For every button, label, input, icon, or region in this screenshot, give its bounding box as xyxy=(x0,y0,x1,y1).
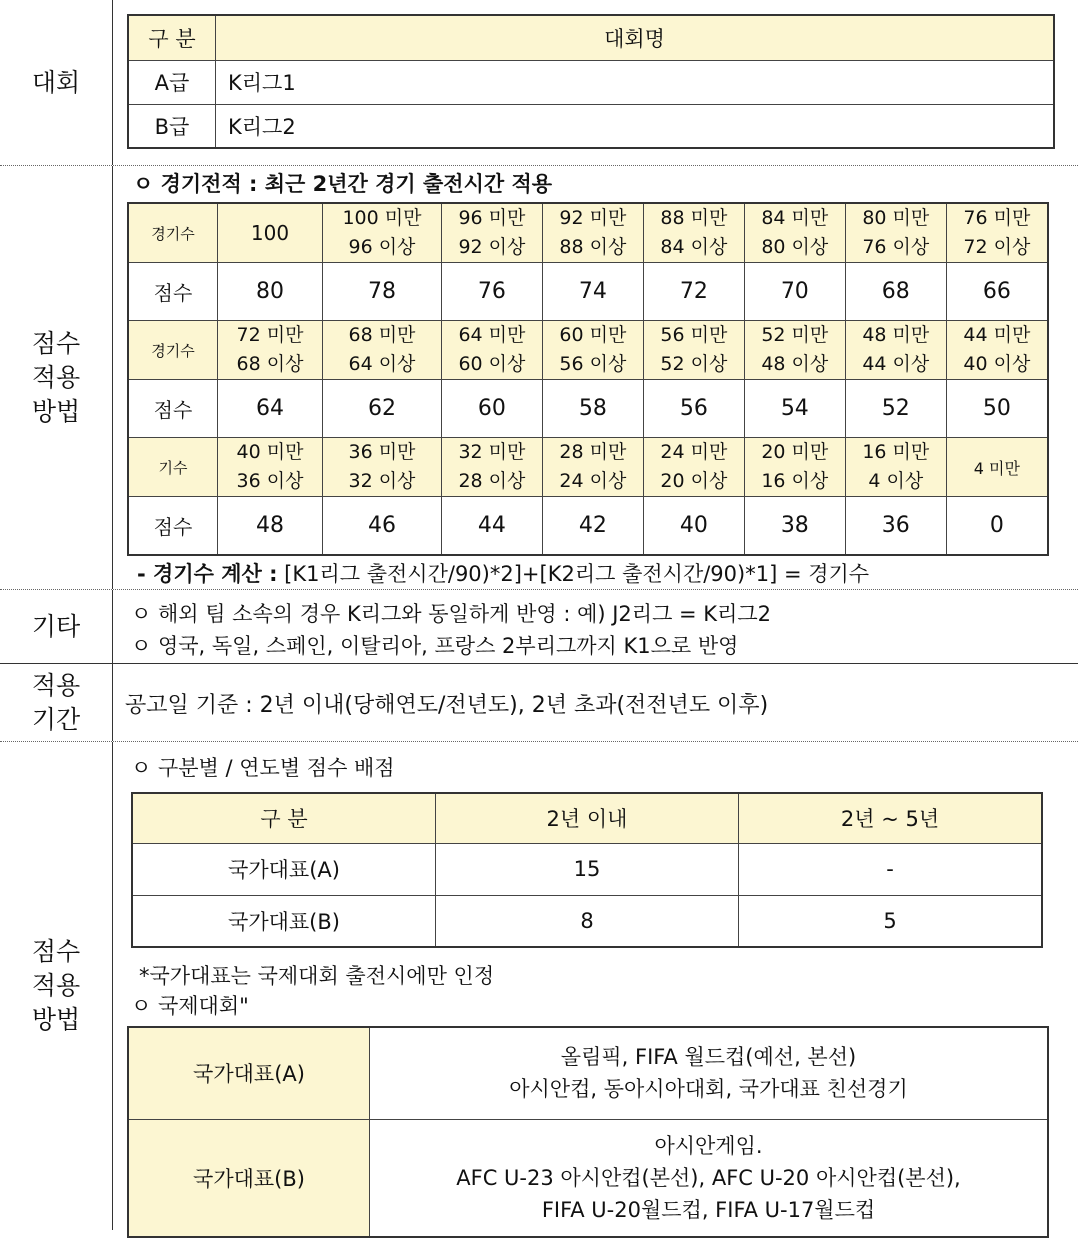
grade-a: A급 xyxy=(128,60,216,104)
national-team-b-2-to-5: 5 xyxy=(739,895,1043,947)
competition-a: K리그1 xyxy=(216,60,1055,104)
games-range xyxy=(744,321,845,380)
score-cell: 50 xyxy=(946,380,1048,438)
range-lower: 60 이상 xyxy=(458,353,526,375)
score-cell: 42 xyxy=(542,497,643,555)
range-lower: 32 이상 xyxy=(348,470,416,492)
label-line: 기간 xyxy=(31,704,81,734)
label-text: 대회 xyxy=(31,67,81,97)
range-lower: 52 이상 xyxy=(660,353,728,375)
label-line: 방법 xyxy=(31,396,81,426)
games-range xyxy=(845,321,946,380)
score-cell: 40 xyxy=(643,497,744,555)
games-range xyxy=(323,438,442,497)
label-line: 점수 xyxy=(31,937,81,966)
other-line-1: ㅇ 해외 팀 소속의 경우 K리그와 동일하게 반영 : 예) J2리그 = K리그2 xyxy=(131,602,772,626)
match-score-table xyxy=(127,202,1049,556)
range-upper: 56 미만 xyxy=(660,324,728,346)
games-range xyxy=(946,321,1048,380)
range-upper: 64 미만 xyxy=(458,324,526,346)
range-upper: 96 미만 xyxy=(458,207,526,229)
score-cell: 74 xyxy=(542,263,643,321)
range-lower: 76 이상 xyxy=(862,236,930,258)
national-team-b: 국가대표(B) xyxy=(132,895,436,947)
row-label-score: 점수 xyxy=(128,263,218,321)
range-upper: 20 미만 xyxy=(761,441,829,463)
games-range xyxy=(744,438,845,497)
games-range xyxy=(323,321,442,380)
range-lower: 36 이상 xyxy=(236,470,304,492)
match-record-title: ㅇ 경기전적 : 최근 2년간 경기 출전시간 적용 xyxy=(133,172,553,196)
section-label-score-method xyxy=(0,166,113,589)
range-upper: 16 미만 xyxy=(862,441,930,463)
range-upper: 88 미만 xyxy=(660,207,728,229)
range-lower: 44 이상 xyxy=(862,353,930,375)
range-lower: 28 이상 xyxy=(458,470,526,492)
games-range xyxy=(323,203,442,263)
header-2-to-5-years: 2년 ~ 5년 xyxy=(739,793,1043,843)
national-team-b-within-2: 8 xyxy=(436,895,739,947)
row-label-score: 점수 xyxy=(128,497,218,555)
other-line-2: ㅇ 영국, 독일, 스페인, 이탈리아, 프랑스 2부리그까지 K1으로 반영 xyxy=(131,634,739,658)
formula-text: [K1리그 출전시간/90)*2]+[K2리그 출전시간/90)*1] = 경기수 xyxy=(277,562,870,586)
range-upper: 36 미만 xyxy=(348,441,416,463)
intl-competitions-b xyxy=(370,1119,1049,1237)
section-label-other xyxy=(0,590,113,663)
allocation-title: ㅇ 구분별 / 연도별 점수 배점 xyxy=(131,756,395,780)
national-team-a-within-2: 15 xyxy=(436,843,739,895)
range-upper: 72 미만 xyxy=(236,324,304,346)
score-cell: 78 xyxy=(323,263,442,321)
label-line: 점수 xyxy=(31,328,81,358)
section-competition xyxy=(0,0,1078,166)
range-upper: 40 미만 xyxy=(236,441,304,463)
section-other xyxy=(0,590,1078,664)
competition-b: K리그2 xyxy=(216,104,1055,148)
row-label-score: 점수 xyxy=(128,380,218,438)
label-line: 방법 xyxy=(31,1005,81,1034)
games-range xyxy=(845,438,946,497)
header-within-2-years: 2년 이내 xyxy=(436,793,739,843)
range-lower: 16 이상 xyxy=(761,470,829,492)
score-cell: 68 xyxy=(845,263,946,321)
games-range xyxy=(441,438,542,497)
formula-label: - 경기수 계산 : xyxy=(137,562,278,586)
games-100: 100 xyxy=(218,203,323,263)
score-cell: 0 xyxy=(946,497,1048,555)
range-upper: 48 미만 xyxy=(862,324,930,346)
score-cell: 54 xyxy=(744,380,845,438)
games-range xyxy=(542,321,643,380)
range-lower: 88 이상 xyxy=(559,236,627,258)
label-line: 적용 xyxy=(31,670,81,700)
range-lower: 20 이상 xyxy=(660,470,728,492)
range-upper: 76 미만 xyxy=(963,207,1031,229)
range-upper: 44 미만 xyxy=(963,324,1031,346)
games-range xyxy=(643,321,744,380)
header-category: 구 분 xyxy=(132,793,436,843)
section-label-competition xyxy=(0,0,113,165)
national-team-a-2-to-5: - xyxy=(739,843,1043,895)
intl-competitions-a xyxy=(370,1027,1049,1119)
international-competition-table xyxy=(127,1026,1049,1238)
range-lower: 48 이상 xyxy=(761,353,829,375)
range-upper: 32 미만 xyxy=(458,441,526,463)
section-label-period xyxy=(0,664,113,741)
range-upper: 100 미만 xyxy=(342,207,422,229)
score-cell: 46 xyxy=(323,497,442,555)
score-cell: 72 xyxy=(643,263,744,321)
competition-line: FIFA U-20월드컵, FIFA U-17월드컵 xyxy=(541,1197,876,1222)
range-upper: 68 미만 xyxy=(348,324,416,346)
international-title: ㅇ 국제대회" xyxy=(131,994,249,1018)
header-competition-name: 대회명 xyxy=(216,15,1055,60)
range-upper: 84 미만 xyxy=(761,207,829,229)
games-range xyxy=(643,203,744,263)
range-lower: 72 이상 xyxy=(963,236,1031,258)
games-range xyxy=(441,321,542,380)
competition-line: 아시안컵, 동아시아대회, 국가대표 친선경기 xyxy=(509,1077,908,1102)
score-cell: 76 xyxy=(441,263,542,321)
games-range xyxy=(542,203,643,263)
range-lower: 56 이상 xyxy=(559,353,627,375)
range-upper: 24 미만 xyxy=(660,441,728,463)
games-under-4: 4 미만 xyxy=(946,438,1048,497)
games-range xyxy=(218,438,323,497)
national-team-a: 국가대표(A) xyxy=(132,843,436,895)
range-lower: 84 이상 xyxy=(660,236,728,258)
score-cell: 70 xyxy=(744,263,845,321)
score-cell: 48 xyxy=(218,497,323,555)
competition-table xyxy=(127,14,1055,149)
games-range xyxy=(845,203,946,263)
competition-line: AFC U-23 아시안컵(본선), AFC U-20 아시안컵(본선), xyxy=(456,1165,961,1190)
section-period xyxy=(0,664,1078,742)
score-cell: 56 xyxy=(643,380,744,438)
section-score-method-1 xyxy=(0,166,1078,590)
label-text: 기타 xyxy=(31,611,81,641)
range-lower: 92 이상 xyxy=(458,236,526,258)
games-range xyxy=(744,203,845,263)
games-range xyxy=(542,438,643,497)
games-range xyxy=(218,321,323,380)
national-team-score-table xyxy=(131,792,1043,948)
range-upper: 52 미만 xyxy=(761,324,829,346)
games-formula xyxy=(137,558,869,588)
competition-line: 아시안게임. xyxy=(654,1133,763,1158)
section-score-method-2 xyxy=(0,742,1078,1230)
score-cell: 62 xyxy=(323,380,442,438)
range-upper: 92 미만 xyxy=(559,207,627,229)
row-label-count: 기수 xyxy=(128,438,218,497)
range-lower: 40 이상 xyxy=(963,353,1031,375)
range-lower: 64 이상 xyxy=(348,353,416,375)
score-cell: 66 xyxy=(946,263,1048,321)
games-range xyxy=(946,203,1048,263)
label-line: 적용 xyxy=(31,362,81,392)
score-cell: 58 xyxy=(542,380,643,438)
games-range xyxy=(643,438,744,497)
range-lower: 24 이상 xyxy=(559,470,627,492)
national-team-note: *국가대표는 국제대회 출전시에만 인정 xyxy=(139,964,495,988)
score-cell: 36 xyxy=(845,497,946,555)
games-range xyxy=(441,203,542,263)
row-label-games: 경기수 xyxy=(128,203,218,263)
score-cell: 38 xyxy=(744,497,845,555)
competition-line: 올림픽, FIFA 월드컵(예선, 본선) xyxy=(560,1045,857,1070)
range-lower: 80 이상 xyxy=(761,236,829,258)
score-cell: 60 xyxy=(441,380,542,438)
grade-b: B급 xyxy=(128,104,216,148)
label-line: 적용 xyxy=(31,971,81,1000)
intl-national-team-a: 국가대표(A) xyxy=(128,1027,370,1119)
section-label-score-method xyxy=(0,742,113,1230)
range-lower: 96 이상 xyxy=(348,236,416,258)
range-upper: 28 미만 xyxy=(559,441,627,463)
period-text: 공고일 기준 : 2년 이내(당해연도/전년도), 2년 초과(전전년도 이후) xyxy=(125,693,769,718)
range-upper: 60 미만 xyxy=(559,324,627,346)
score-cell: 52 xyxy=(845,380,946,438)
score-cell: 64 xyxy=(218,380,323,438)
header-category: 구 분 xyxy=(128,15,216,60)
intl-national-team-b: 국가대표(B) xyxy=(128,1119,370,1237)
score-cell: 44 xyxy=(441,497,542,555)
range-upper: 80 미만 xyxy=(862,207,930,229)
range-lower: 68 이상 xyxy=(236,353,304,375)
range-lower: 4 이상 xyxy=(868,470,924,492)
score-cell: 80 xyxy=(218,263,323,321)
row-label-games: 경기수 xyxy=(128,321,218,380)
